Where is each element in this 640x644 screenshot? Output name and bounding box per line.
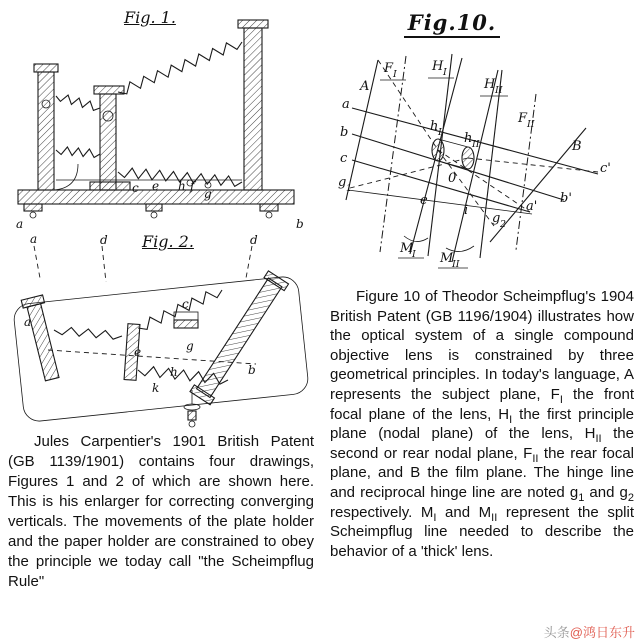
fig1-drawing [4, 4, 316, 234]
fig2-label-b: b [248, 363, 256, 377]
hinge-g2-label: g [492, 211, 501, 226]
fig2-label-k: k [152, 381, 160, 395]
ray-c-line [352, 160, 530, 212]
hinge-g1-label: g [338, 175, 347, 190]
fig10-title: Fig.10. [404, 10, 500, 38]
fig2-plate-frame [190, 271, 289, 405]
origin-label: 0 [448, 171, 457, 186]
fig1-lens-standard [90, 86, 130, 190]
watermark-handle: @鸿日东升 [569, 625, 635, 640]
fig1-plate-frame [238, 20, 268, 190]
hi-label-sub: I [443, 67, 447, 78]
watermark-prefix: 头条 [543, 625, 570, 640]
point-a-label: a [342, 97, 350, 112]
ray-b-line [352, 134, 564, 200]
fig1-title: Fig. 1. [124, 8, 176, 27]
m1-label: M [400, 241, 414, 256]
fig2-label-g: g [186, 339, 194, 353]
point-c-label: c [340, 151, 348, 166]
front-focal-plane-line [380, 56, 406, 252]
fig2-label-d2: d [250, 233, 258, 247]
point-b-prime-label: b' [560, 191, 572, 206]
fig1-label-h: h [178, 179, 186, 193]
hi-label: H [432, 59, 444, 74]
hii-point-label: h [464, 131, 473, 146]
hi-point-label-sub: I [438, 127, 442, 138]
point-b-label: b [340, 125, 349, 140]
fig2-label-a-top: a [30, 232, 38, 246]
fig2-label-a: a [24, 315, 32, 329]
watermark [544, 622, 635, 641]
fig1-bellows-springs [56, 42, 242, 186]
fig2-label-d1: d [100, 233, 108, 247]
fi-label-sub: I [393, 69, 397, 80]
fig1-guide-rod [56, 180, 242, 188]
fig10-caption: Figure 10 of Theodor Scheimpflug's 1904 British Patent (GB 1196/1904) illustrates how the optical system of a single compound objective lens is constrained by three geometrical principles. In today's language, A represents the subject plane, $F_I$ the front focal plane of the lens, $H_I$ the first principle plane (nodal plane) of the lens, $H_{II}$ the second or rear nodal plane, $F_{II}$ the rear focal plane, and B the film plane. The hinge line and reciprocal hinge line are noted $g_1$ and $g_2$ respectively. $M_I$ and $M_{II}$ represent the split Scheimpflug line needed to describe the behavior of a 'thick' lens. [330, 288, 635, 560]
fii-label: F [518, 111, 528, 126]
fig2-projection-lines [34, 246, 252, 282]
fig10-diagram [326, 2, 636, 284]
film-plane-label: B [572, 139, 582, 154]
hii-point-label-sub: II [472, 139, 480, 150]
fig2-drawing [4, 232, 316, 432]
fig2-label-h: h [170, 365, 178, 379]
optical-axis-line [348, 190, 532, 214]
hii-label-sub: II [495, 85, 503, 96]
fig1-base-rail [18, 190, 294, 218]
fig1-label-e: e [152, 179, 160, 193]
hii-label: H [484, 77, 496, 92]
point-c-prime-label: c' [600, 161, 611, 176]
hinge-g2-label-sub: 2 [500, 219, 507, 230]
fi-label: F [384, 61, 394, 76]
fig2-bellows-springs [54, 290, 228, 384]
fig1-label-a: a [16, 217, 24, 231]
fig2-label-e: e [134, 345, 142, 359]
fig1-fig2-caption: Jules Carpentier's 1901 British Patent (GB 1139/1901) contains four drawings, Figures 1 and 2 of which are shown here. This is his enlarger for correcting converging verticals. The movements of the plate holder and the paper holder are constrained to obey the principle we today call "the Scheimpflug Rule" [8, 433, 314, 590]
subject-plane-label: A [360, 79, 370, 94]
fig1-label-f: f [190, 179, 195, 193]
fig1-label-c: c [132, 181, 139, 195]
fig2-title: Fig. 2. [142, 232, 194, 251]
fig1-left-standard [34, 64, 78, 190]
hinge-g1-label-sub: 1 [346, 183, 353, 194]
fig1-label-g: g [204, 187, 212, 201]
fig2-label-c: c [182, 297, 189, 311]
m1-label-sub: I [412, 249, 416, 260]
fig2-carrier-box [174, 312, 198, 328]
fig2-left-standard [21, 295, 63, 382]
fii-label-sub: II [527, 119, 535, 130]
angle-e-label: e [420, 193, 428, 208]
angle-i-label: i [464, 203, 469, 218]
m2-label: M [440, 251, 454, 266]
fig1-label-b: b [296, 217, 304, 231]
hi-point-label: h [430, 119, 439, 134]
point-a-prime-label: a' [526, 199, 538, 214]
m2-label-sub: II [452, 259, 460, 270]
